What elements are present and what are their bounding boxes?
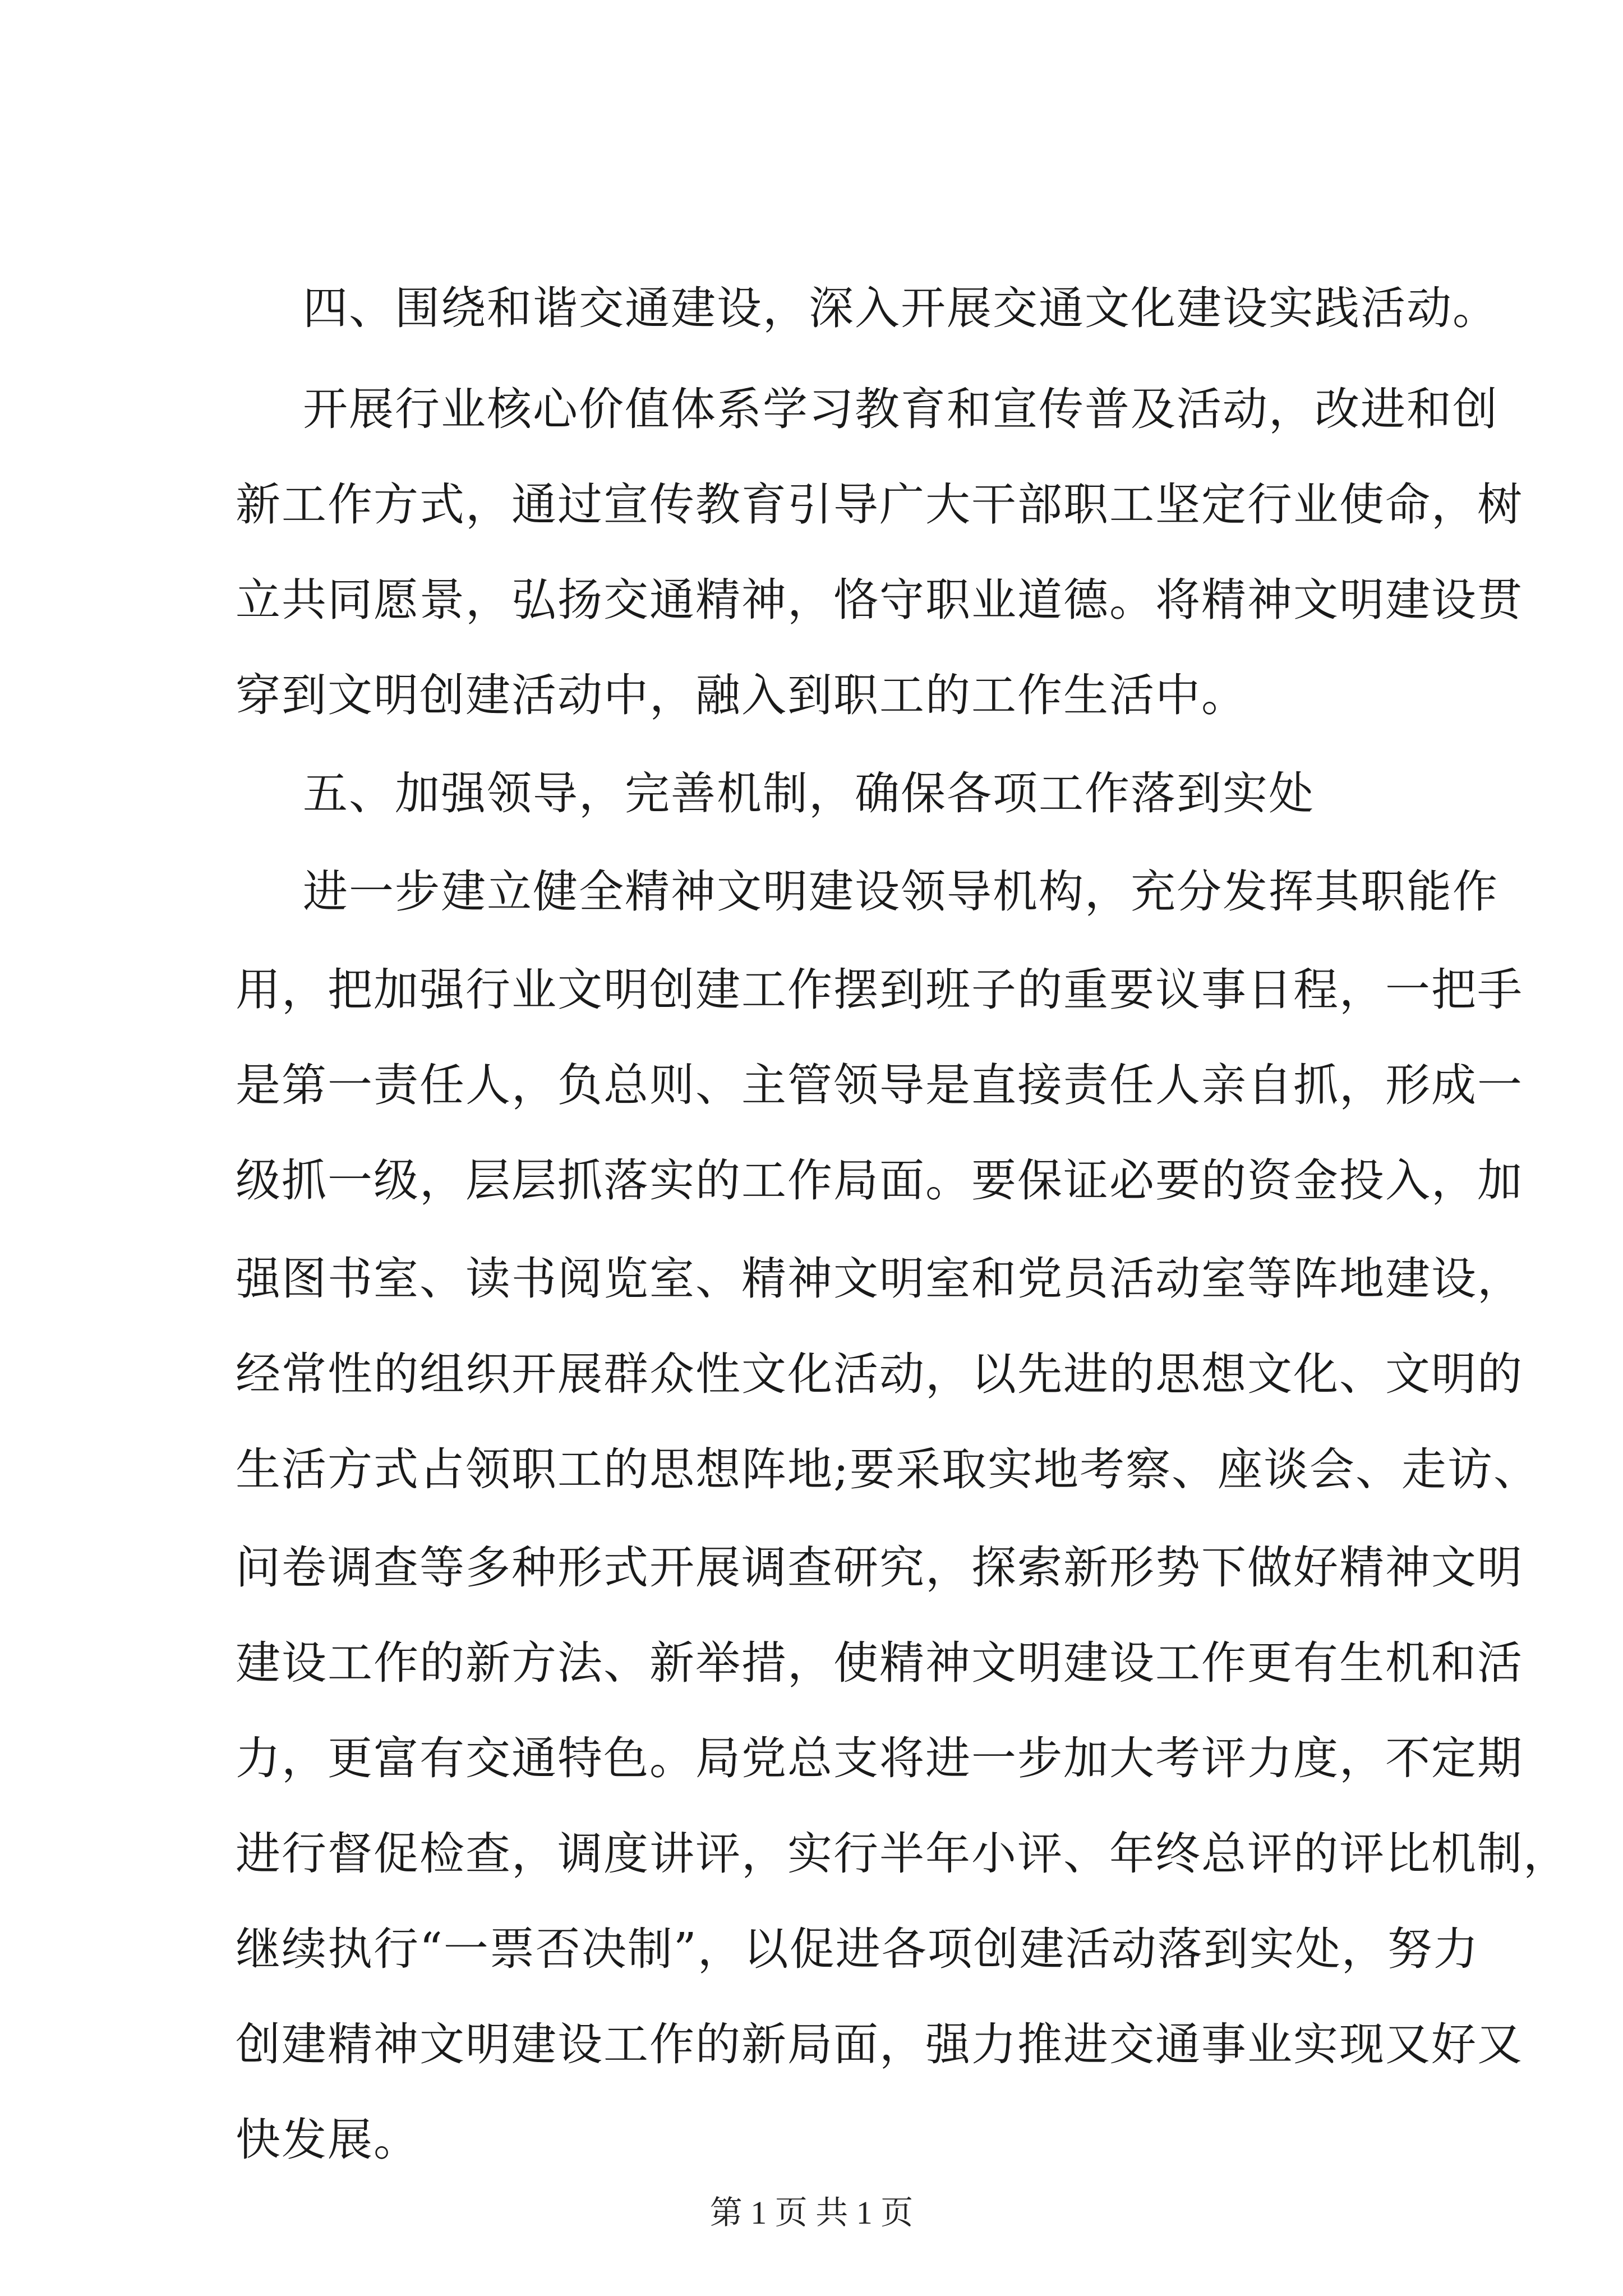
paragraph-line: 强图书室、读书阅览室、精神文明室和党员活动室等阵地建设， (236, 1253, 1523, 1305)
paragraph-line: 立共同愿景，弘扬交通精神，恪守职业道德。将精神文明建设贯 (236, 574, 1523, 626)
section-heading-five: 五、加强领导，完善机制，确保各项工作落到实处 (303, 767, 1315, 820)
paragraph-line: 生活方式占领职工的思想阵地;要采取实地考察、座谈会、走访、 (236, 1443, 1539, 1496)
paragraph-line: 开展行业核心价值体系学习教育和宣传普及活动，改进和创 (303, 383, 1498, 435)
paragraph-line: 问卷调查等多种形式开展调查研究，探索新形势下做好精神文明 (236, 1542, 1523, 1594)
paragraph-line: 创建精神文明建设工作的新局面，强力推进交通事业实现又好又 (236, 2018, 1523, 2070)
paragraph-line: 级抓一级，层层抓落实的工作局面。要保证必要的资金投入，加 (236, 1154, 1523, 1207)
paragraph-line: 快发展。 (236, 2114, 419, 2166)
paragraph-line: 力，更富有交通特色。局党总支将进一步加大考评力度，不定期 (236, 1732, 1523, 1784)
paragraph-line: 穿到文明创建活动中，融入到职工的工作生活中。 (236, 669, 1247, 721)
paragraph-line: 新工作方式，通过宣传教育引导广大干部职工坚定行业使命，树 (236, 478, 1523, 531)
paragraph-line: 继续执行“一票否决制”，以促进各项创建活动落到实处，努力 (236, 1923, 1479, 1975)
paragraph-line: 经常性的组织开展群众性文化活动，以先进的思想文化、文明的 (236, 1348, 1523, 1400)
paragraph-line: 用，把加强行业文明创建工作摆到班子的重要议事日程，一把手 (236, 964, 1523, 1016)
paragraph-line: 进行督促检查，调度讲评，实行半年小评、年终总评的评比机制， (236, 1828, 1569, 1880)
paragraph-line: 进一步建立健全精神文明建设领导机构，充分发挥其职能作 (303, 866, 1498, 918)
page-number-footer: 第 1 页 共 1 页 (709, 2194, 914, 2231)
paragraph-line: 是第一责任人，负总则、主管领导是直接责任人亲自抓，形成一 (236, 1059, 1523, 1111)
section-heading-four: 四、围绕和谐交通建设，深入开展交通文化建设实践活动。 (303, 282, 1498, 334)
paragraph-line: 建设工作的新方法、新举措，使精神文明建设工作更有生机和活 (236, 1637, 1523, 1689)
